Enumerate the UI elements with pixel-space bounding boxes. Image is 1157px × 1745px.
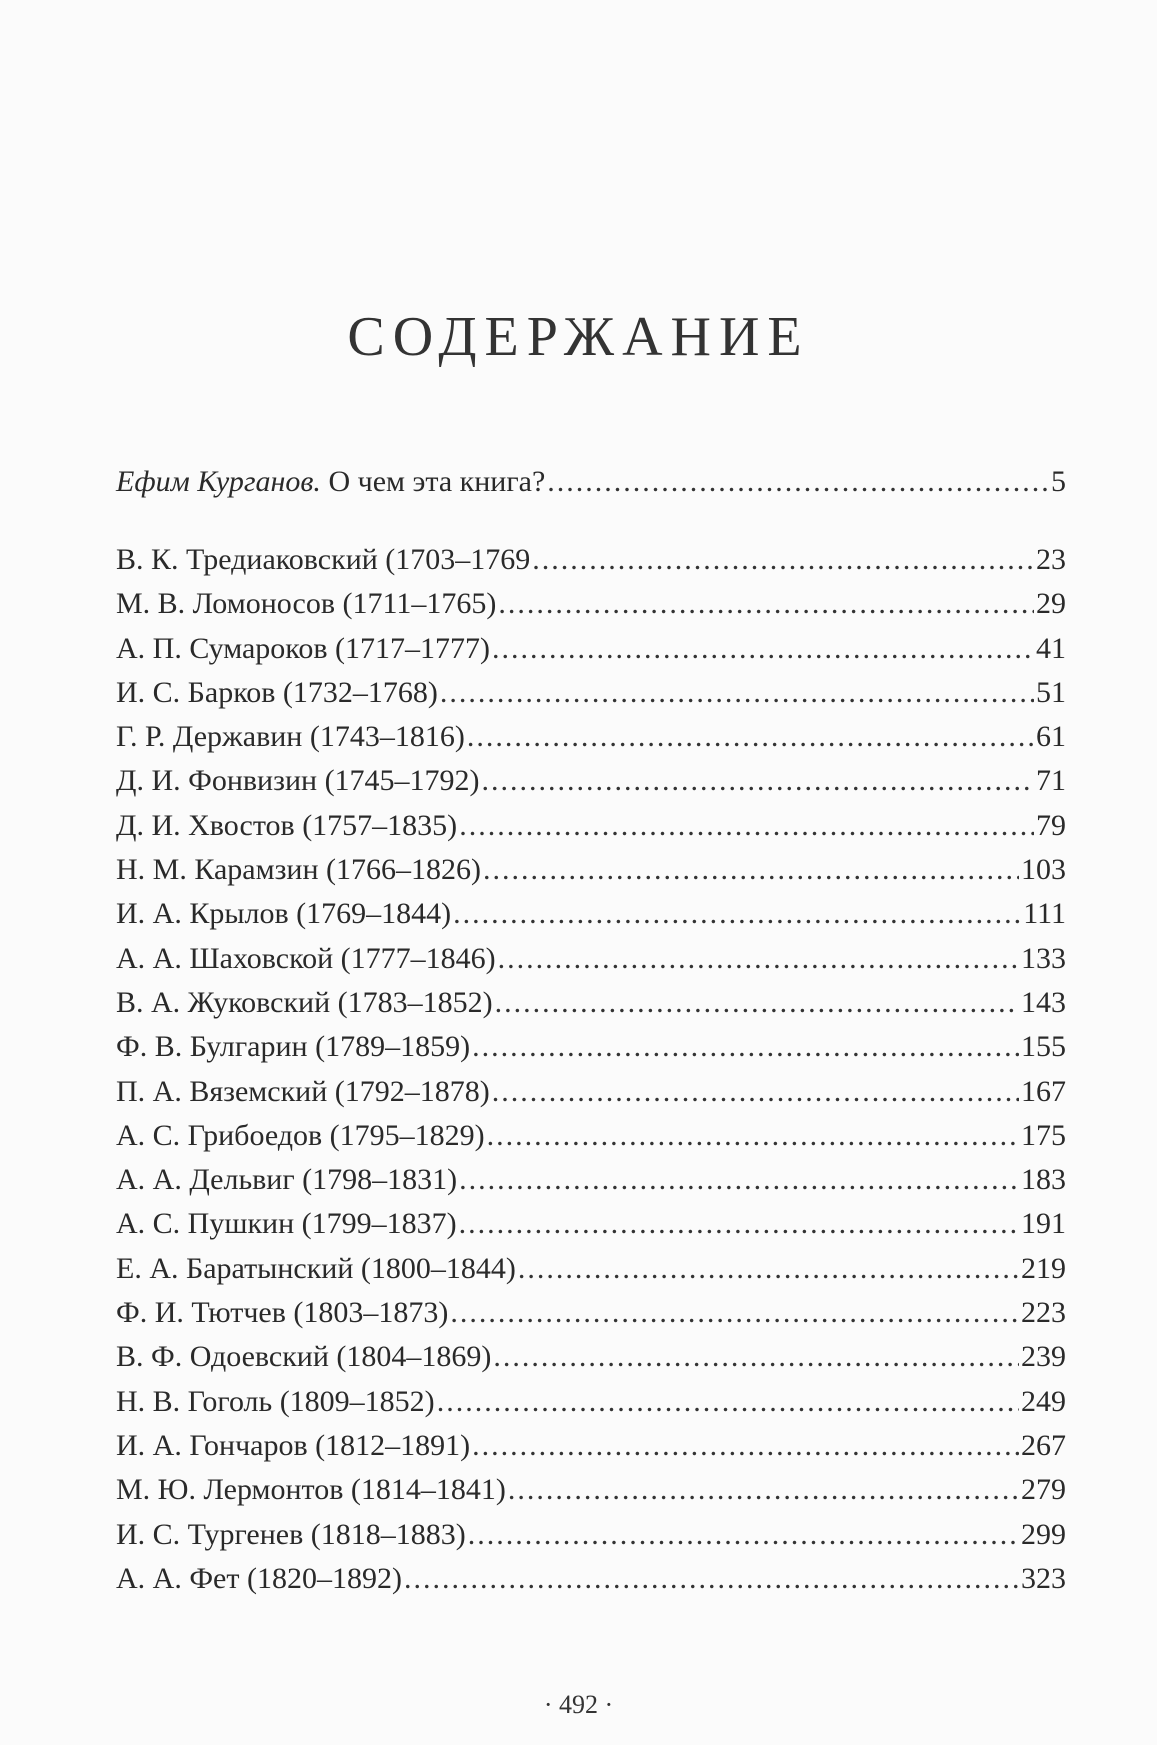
toc-entry [116,1114,1066,1158]
toc-entry [116,1247,1066,1291]
toc-leader-dots [404,1557,1019,1601]
toc-leader-dots [492,1070,1019,1114]
toc-intro-title [116,460,545,504]
toc-entry-title: В. Ф. Одоевский (1804–1869) [116,1340,492,1374]
toc-leader-dots [440,671,1034,715]
toc-leader-dots [468,1513,1019,1557]
toc-entry [116,1468,1066,1512]
toc-leader-dots [459,1158,1019,1202]
toc-entry-page: 79 [1036,808,1066,842]
toc-entry-page: 279 [1021,1473,1066,1507]
toc-leader-dots [498,582,1034,626]
toc-entry [116,892,1066,936]
toc-entry [116,759,1066,803]
toc-entry [116,1335,1066,1379]
toc-entry [116,1424,1066,1468]
toc-entry [116,1380,1066,1424]
toc-entry-page: 61 [1036,720,1066,754]
toc-entry [116,1557,1066,1601]
toc-leader-dots [492,627,1034,671]
toc-leader-dots [472,1424,1019,1468]
toc-entry-page: 323 [1021,1561,1066,1595]
toc-entry-page: 267 [1021,1428,1066,1462]
toc-leader-dots [472,1025,1019,1069]
toc-entry [116,715,1066,759]
toc-entry-page: 167 [1021,1074,1066,1108]
toc-list [116,538,1066,1601]
toc-entry-title: Д. И. Хвостов (1757–1835) [116,808,458,842]
toc-entry-page: 23 [1036,543,1066,576]
toc-entry-title: А. С. Грибоедов (1795–1829) [116,1118,485,1152]
toc-entry-title: И. А. Гончаров (1812–1891) [116,1428,471,1462]
toc-leader-dots [453,892,1021,936]
toc-entry-title: Е. А. Баратынский (1800–1844) [116,1251,516,1285]
toc-entry [116,1158,1066,1202]
toc-entry-title: Д. И. Фонвизин (1745–1792) [116,764,480,798]
toc-entry-title: А. С. Пушкин (1799–1837) [116,1207,457,1241]
toc-entry [116,627,1066,671]
toc-entry-title: А. А. Фет (1820–1892) [116,1561,402,1595]
toc-leader-dots [547,460,1049,504]
toc-entry-page: 223 [1021,1296,1066,1330]
toc-entry [116,1070,1066,1114]
toc-entry [116,848,1066,892]
toc-entry-title: А. А. Дельвиг (1798–1831) [116,1163,458,1197]
toc-entry-title: Ф. В. Булгарин (1789–1859) [116,1030,471,1064]
toc-leader-dots [483,848,1019,892]
toc-entry [116,1513,1066,1557]
toc-intro-heading: О чем эта книга? [328,465,546,498]
toc-entry [116,538,1066,582]
toc-entry-title: Н. В. Гоголь (1809–1852) [116,1384,435,1418]
toc-entry-title: А. П. Сумароков (1717–1777) [116,631,490,665]
toc-entry-page: 175 [1021,1118,1066,1152]
toc-entry-page: 71 [1036,764,1066,798]
toc-entry [116,582,1066,626]
toc-entry [116,671,1066,715]
toc-entry-page: 41 [1036,631,1066,665]
toc-entry-page: 103 [1021,853,1066,887]
toc-leader-dots [495,981,1019,1025]
toc-entry-title: И. А. Крылов (1769–1844) [116,897,452,931]
page-number: · 492 · [543,1690,614,1719]
toc-intro-page: 5 [1051,465,1066,498]
toc-intro [116,460,1066,504]
toc-leader-dots [532,538,1034,582]
toc-entry-page: 51 [1036,675,1066,709]
toc-leader-dots [437,1380,1019,1424]
toc-entry [116,937,1066,981]
toc-entry-title: П. А. Вяземский (1792–1878) [116,1074,490,1108]
toc-entry-title: Ф. И. Тютчев (1803–1873) [116,1296,449,1330]
toc-leader-dots [508,1468,1019,1512]
toc-leader-dots [493,1335,1019,1379]
toc-entry-page: 219 [1021,1251,1066,1285]
toc-entry-page: 155 [1021,1030,1066,1064]
page-title: СОДЕРЖАНИЕ [347,306,810,368]
toc-intro-author: Ефим Курганов. [116,465,321,498]
toc-entry-title: М. Ю. Лермонтов (1814–1841) [116,1473,506,1507]
toc-entry-title: Н. М. Карамзин (1766–1826) [116,853,482,887]
toc-entry-page: 29 [1036,587,1066,621]
toc-leader-dots [459,804,1034,848]
toc-leader-dots [482,759,1034,803]
toc-entry-page: 191 [1021,1207,1066,1241]
toc-intro-row [116,460,1066,504]
toc-entry-title: А. А. Шаховской (1777–1846) [116,941,496,975]
toc-entry-page: 299 [1021,1517,1066,1551]
toc-leader-dots [467,715,1034,759]
toc-entry [116,981,1066,1025]
toc-entry-title: Г. Р. Державин (1743–1816) [116,720,465,754]
toc-entry-title: М. В. Ломоносов (1711–1765) [116,587,497,621]
toc-entry-page: 111 [1023,897,1066,931]
toc-entry-title: И. С. Тургенев (1818–1883) [116,1517,466,1551]
toc-entry-page: 143 [1021,985,1066,1019]
toc-entry [116,1025,1066,1069]
toc-leader-dots [487,1114,1019,1158]
toc-entry-page: 183 [1021,1163,1066,1197]
toc-entry-page: 133 [1021,941,1066,975]
toc-entry [116,1202,1066,1246]
toc-entry [116,804,1066,848]
toc-leader-dots [459,1202,1019,1246]
toc-entry-page: 249 [1021,1384,1066,1418]
toc-entry-page: 239 [1021,1340,1066,1374]
toc-entry [116,1291,1066,1335]
toc-leader-dots [518,1247,1019,1291]
toc-entry-title: И. С. Барков (1732–1768) [116,675,438,709]
toc-entry-title: В. К. Тредиаковский (1703–1769 [116,543,531,576]
toc-entry-title: В. А. Жуковский (1783–1852) [116,985,493,1019]
toc-leader-dots [498,937,1019,981]
toc-leader-dots [450,1291,1019,1335]
